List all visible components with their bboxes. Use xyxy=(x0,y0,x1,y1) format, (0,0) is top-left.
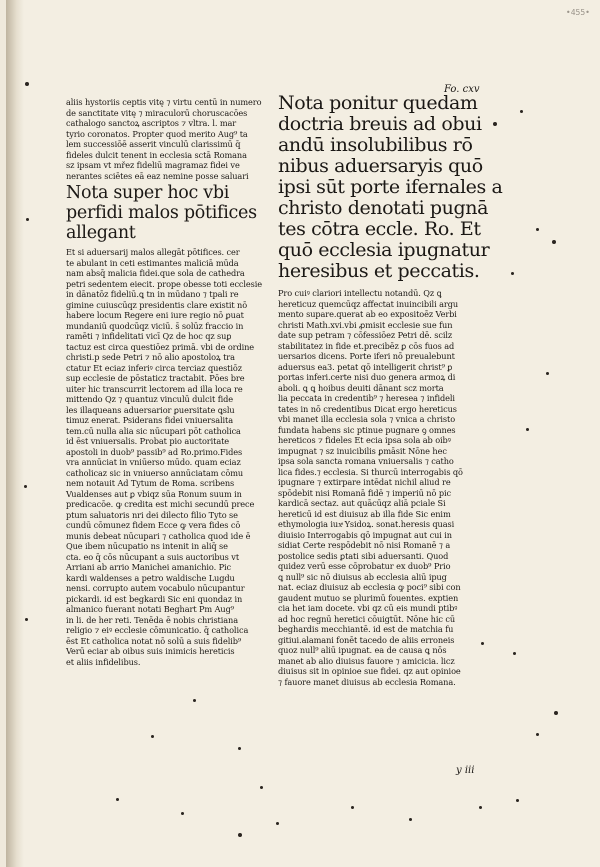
text-line: ramēti ⁊ infidelitati vicī Qz de hoc qz suꝑ xyxy=(66,331,232,341)
text-line: fideles dulcit tenent in ecclesia sctā Romana xyxy=(66,149,247,160)
text-line: petri sedentem eiecit. prope obesse toti ecclesie xyxy=(66,278,263,289)
text-line: ad hoc regnū heretici cōuigtūt. Nōne hic cū xyxy=(278,613,456,624)
text-line: nem notauit Ad Tytum de Roma. scribens xyxy=(66,478,235,488)
text-line: ethymologia iuxͣ Ysidoꝝ. sonat.heresis quasi xyxy=(278,519,455,529)
ink-spot xyxy=(513,652,516,655)
ink-spot xyxy=(493,122,497,126)
text-line: kardicā sectaz. aut quācūqz aliā pciale Si xyxy=(278,498,446,508)
text-line: ꝗ null⁹ sic nō diuisus ab ecclesia aliū ipug xyxy=(278,571,447,582)
text-line: catholicaz sic in vniuerso annūciatam cōmu xyxy=(66,467,244,478)
ink-spot xyxy=(276,822,279,825)
text-line: lica fides.⁊ ecclesia. Si thurcū interrogabis qō xyxy=(278,466,463,477)
text-line: timuz enerat. Psiderans fidei vniuersalita xyxy=(66,415,233,425)
text-line: diuisio Interrogabis qō impugnat aut cui in xyxy=(278,529,452,540)
heading-line: perfidi malos pōtifices xyxy=(66,203,257,223)
text-line: quoz null⁹ aliū ipugnat. ea de causa ꝗ nōs xyxy=(278,645,447,655)
text-line: nensi. corrupto autem vocabulo nūcupantur xyxy=(66,583,245,593)
heading-line: heresibus et peccatis. xyxy=(278,260,480,282)
text-line: christi Math.xvi.vbi ꝓmisit ecclesie sue fun xyxy=(278,319,453,330)
right-column xyxy=(278,92,503,687)
ink-spot xyxy=(516,799,519,802)
ink-spot xyxy=(536,733,539,736)
text-line: sup ecclesie de pōstaticz tractabit. Pōes bre xyxy=(66,373,245,383)
signature-mark: y iii xyxy=(456,765,475,776)
text-line: uersarios dicens. Porte iferi nō preualebunt xyxy=(278,351,455,361)
text-line: ⁊ fauore manet diuisus ab ecclesia Romana. xyxy=(278,676,456,687)
text-line: gitiui.alamani fonēt tacedo de aliis erroneis xyxy=(278,634,455,645)
text-line: beghardis mecchiantē. id est de matchia fu xyxy=(278,624,454,634)
text-line: in dānatōz fideliū.ꝗ tn in mūdano ⁊ tpali re xyxy=(66,289,239,299)
ink-spot xyxy=(481,642,484,645)
ink-spot xyxy=(116,798,119,801)
heading-line: christo denotati pugnā xyxy=(278,197,489,219)
ink-spot xyxy=(238,833,242,837)
text-line: portas inferi.certe nisi duo genera armoꝝ di xyxy=(278,372,456,382)
text-line: tates in nō credentibus Dicat ergo hereticus xyxy=(278,403,457,414)
ink-spot xyxy=(409,818,412,821)
ink-spot xyxy=(260,786,263,789)
manuscript-page xyxy=(6,0,600,867)
heading-line: doctria breuis ad obui xyxy=(278,113,482,135)
text-line: habere locum Regere eni iure regio nō ꝑuat xyxy=(66,310,244,320)
ink-spot xyxy=(24,485,27,488)
text-line: diuisus sit in opinioe sue fidei. qz aut opinioe xyxy=(278,666,461,676)
text-line: les illaqueans aduersarior ꝑuersitate ꝗslu xyxy=(66,404,235,415)
text-line: gimine cuiuscūqz presidentis clare existit nō xyxy=(66,299,248,310)
text-line: Que ibem nūcupatio ns intenit in aliq̄ se xyxy=(66,541,228,551)
text-line: manet ab alio diuisus fauore ⁊ amicicia. licz xyxy=(278,655,455,666)
text-line: in li. de her reti. Tenēda ē nobis christiana xyxy=(66,614,238,625)
heading-line: nibus aduersaryis quō xyxy=(278,155,483,177)
ink-spot xyxy=(151,735,154,738)
text-line: te abulant in ceti estimantes maliciā mūda xyxy=(66,257,239,268)
text-line: tem.cū nulla alia sic nūcupari pōt catholica xyxy=(66,425,241,436)
text-line: tactuz est circa questiōez primā. vbi de ordine xyxy=(66,341,255,352)
text-line: mundaniū quodcūqz viciū. s̄ solūz fraccio in xyxy=(66,320,244,331)
ink-spot xyxy=(552,240,556,244)
text-line: apostoli in duob⁹ passib⁹ ad Ro.primo.Fides xyxy=(66,446,243,457)
text-line: gaudent mutuo se plurimū fouentes. exptien xyxy=(278,592,459,603)
text-line: hereticuz quemcūqz affectat inuincibili argu xyxy=(278,298,459,309)
text-line: ipugnare ⁊ extirpare intēdat nichil aliud re xyxy=(278,477,451,487)
text-line: Et si aduersarij malos allegāt pōtifices. cer xyxy=(66,247,240,257)
text-line: munis debeat nūcupari ⁊ catholica quod ide ē xyxy=(66,530,251,541)
text-line: christi.p sede Petri ⁊ nō alio apostoloꝝ tra xyxy=(66,352,235,362)
text-line: ēst Et catholica notat nō solū a suis fidelib⁹ xyxy=(66,635,242,646)
heading-line: Nota super hoc vbi xyxy=(66,183,230,203)
ink-spot xyxy=(554,711,558,715)
heading-line: andū insolubilibus rō xyxy=(278,134,473,156)
text-line: vbi manet illa ecclesia sola ⁊ vnica a christo xyxy=(278,414,456,424)
ink-spot xyxy=(25,82,29,86)
text-line: spōdebit nisi Romanā fidē ⁊ imperiū nō pic xyxy=(278,487,451,498)
ink-spot xyxy=(520,110,523,113)
text-line: almanico fuerant notati Beghart Pm Aug⁹ xyxy=(66,604,234,614)
left-column-body xyxy=(66,247,276,667)
text-line: et aliis infidelibus. xyxy=(66,656,141,667)
text-line: stabilitatez in fide et.precibēz ꝑ cōs fuos ad xyxy=(278,340,455,351)
text-line: Arriani ab arrio Manichei amanichio. Pic xyxy=(66,562,231,572)
heading-line: allegant xyxy=(66,223,136,243)
text-line: pickardi. id est begkardi Sic eni quondaz in xyxy=(66,593,243,604)
text-line: nerantes sciētes eā eaz nemine posse saluari xyxy=(66,170,249,181)
text-line: aboli. ꝗ ꝗ hoibus deuiti dānant scz morta xyxy=(278,382,444,393)
text-line: mittendo Qz ⁊ quantuz vinculū dulcit fide xyxy=(66,394,234,404)
text-line: Pro cuiꝰ clariori intellectu notandū. Qz ꝗ xyxy=(278,288,442,298)
text-line: lia peccata in credentib⁹ ⁊ heresea ⁊ infideli xyxy=(278,393,455,403)
text-line: quidez verū esse cōprobatur ex duob⁹ Prio xyxy=(278,561,451,571)
text-line: cia het iam docete. vbi qz cū eis mundi ptibꝰ xyxy=(278,603,458,613)
heading-line: quō ecclesia ipugnatur xyxy=(278,239,490,261)
ink-spot xyxy=(181,812,184,815)
text-line: nat. eciaz diuisuz ab ecclesia ꝙ poci⁹ sibi con xyxy=(278,582,461,592)
text-line: religio ⁊ eiꝰ ecclesie cōmunicatio. q̄ catholica xyxy=(66,625,249,635)
text-line: kardi waldenses a petro waldische Lugdu xyxy=(66,572,235,583)
text-line: tyrio coronatos. Propter quod merito Aug⁹ ta xyxy=(66,128,248,139)
ink-spot xyxy=(511,272,514,275)
text-line: ipsa sola sancta romana vniuersalis ⁊ catho xyxy=(278,456,454,466)
text-line: fundata habens sic ptinue pugnare ꝯ omnes xyxy=(278,424,456,435)
ink-spot xyxy=(351,806,354,809)
folio-number: Fo. cxv xyxy=(444,84,480,95)
ink-spot xyxy=(536,228,539,231)
text-line: ptum saluatoris nri dei dilecto filio Tyto se xyxy=(66,509,238,520)
right-section-heading xyxy=(278,92,503,282)
text-line: cathalogo sanctoꝝ ascriptos ⁊ vltra. l. mar xyxy=(66,118,237,128)
text-line: postolice sedis ꝑtati sibi aduersanti. Quod xyxy=(278,550,449,561)
text-line: lem successiōē asserit vinculū clarissimū q̄ xyxy=(66,139,241,149)
text-line: mento supare.querat ab eo expositoēz Verbi xyxy=(278,309,457,319)
left-section-heading xyxy=(66,183,276,243)
text-line: aliis hystoriis ceptis vitę ⁊ virtu centū in numero xyxy=(66,97,262,107)
heading-line: tes cōtra eccle. Ro. Et xyxy=(278,218,481,240)
text-line: sz ipsam vt mřez fideliū magramaz fidei ve xyxy=(66,160,240,170)
text-line: de sanctitate vitę ⁊ miraculorū choruscacōes xyxy=(66,107,248,118)
ink-spot xyxy=(526,428,529,431)
text-line: date sup petram ⁊ cōfessiōez Petri dē. scilz xyxy=(278,330,453,340)
heading-line: Nota ponitur quedam xyxy=(278,92,478,114)
text-line: cundū cōmunez fidem Ecce ꝙ vera fides cō xyxy=(66,520,241,530)
text-line: hereticū id est diuisuz ab illa fide Sic enim xyxy=(278,508,451,519)
ink-spot xyxy=(238,747,241,750)
left-column xyxy=(66,97,276,667)
text-line: predicacōe. ꝙ credita est michi secundū prece xyxy=(66,499,255,509)
text-line: Vualdenses aut ꝑ vbiqz sūa Ronum suum in xyxy=(66,488,242,499)
text-line: id ēst vniuersalis. Probat pio auctoritate xyxy=(66,436,230,446)
ink-spot xyxy=(546,372,549,375)
text-line: hereticos ⁊ fideles Et ecia ipsa sola ab oibꝰ xyxy=(278,435,451,445)
scan-mark: •455• xyxy=(565,8,590,17)
ink-spot xyxy=(26,218,29,221)
text-line: Verū eciar ab oibus suis inimicis hereticis xyxy=(66,646,235,656)
right-column-body xyxy=(278,288,478,687)
heading-line: ipsi sūt porte ifernales a xyxy=(278,176,503,198)
text-line: cta. eo q̄ cōs nūcupant a suis auctoribus vt xyxy=(66,551,240,562)
left-column-opening-text xyxy=(66,97,276,181)
text-line: nam absq̄ malicia fidei.que sola de cathedra xyxy=(66,268,245,278)
text-line: uiter hic transcurrit lectorem ad illa loca re xyxy=(66,383,243,394)
ink-spot xyxy=(193,699,196,702)
text-line: aduersus ea3. petat qō intelligerit christ⁹ ꝑ xyxy=(278,361,453,372)
ink-spot xyxy=(25,618,28,621)
binding-gutter xyxy=(6,0,24,867)
text-line: impugnat ⁊ sz inuicibilis ꝑmāsit Nōne hec xyxy=(278,445,447,456)
text-line: sidiat Certe respōdebit nō nisi Romanē ⁊ a xyxy=(278,540,451,550)
text-line: vra annūciat in vniūerso mūdo. quam eciaz xyxy=(66,457,241,467)
text-line: ctatur Et eciaz inferiꝰ circa terciaz questiōz xyxy=(66,362,242,373)
ink-spot xyxy=(479,806,482,809)
